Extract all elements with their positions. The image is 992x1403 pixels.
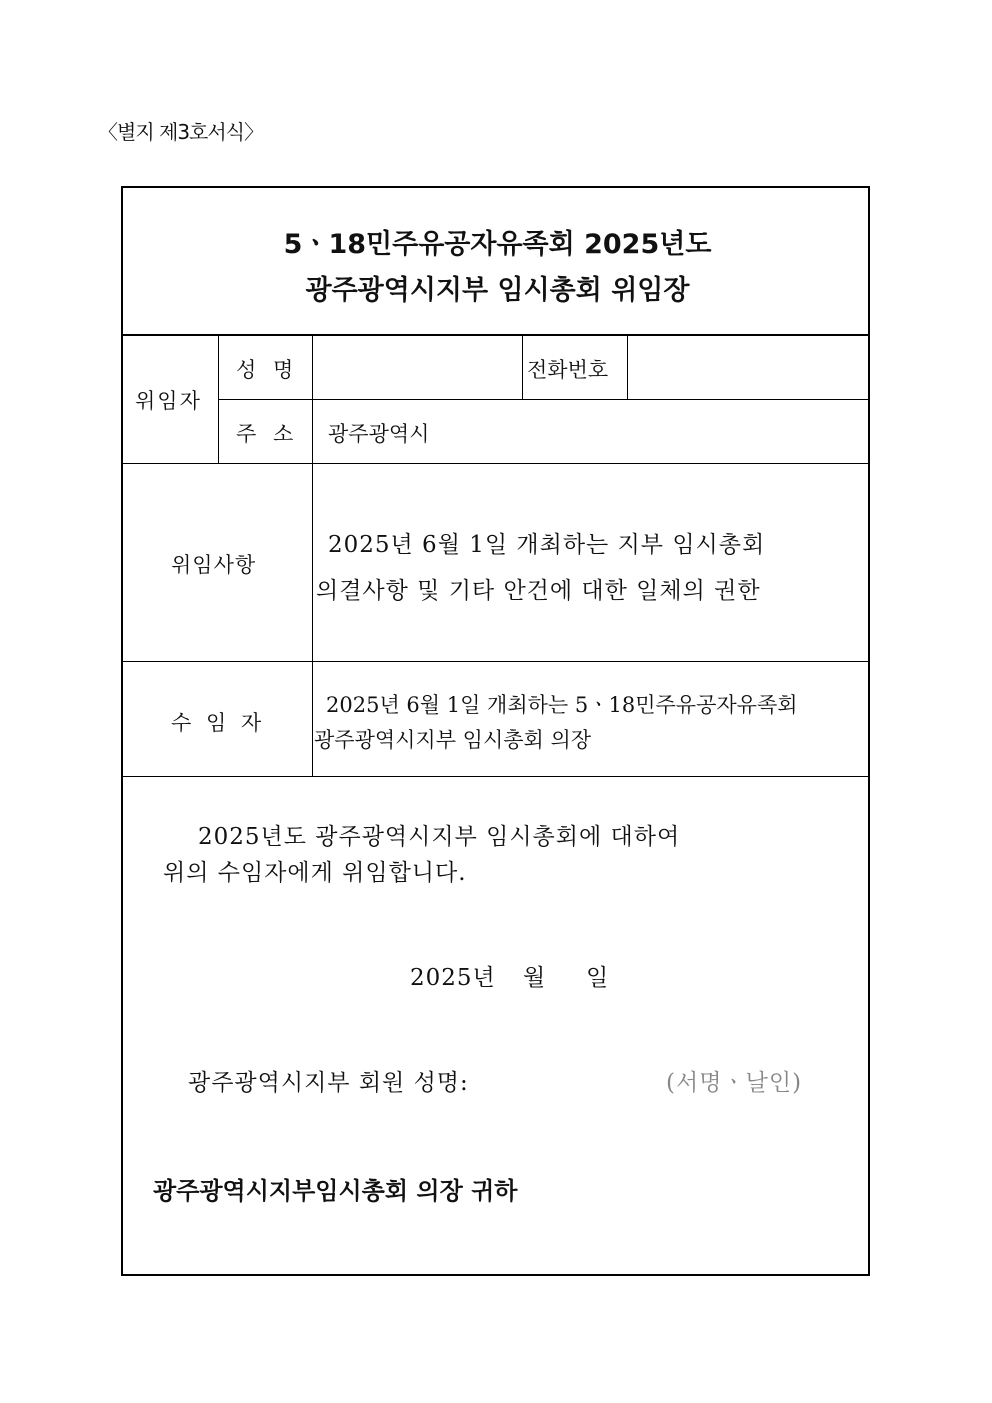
statement-line1: 2025년도 광주광역시지부 임시총회에 대하여 (198, 824, 681, 850)
divider (218, 399, 870, 400)
divider (312, 334, 313, 776)
delegatee-text-line2: 광주광역시지부 임시총회 의장 (314, 728, 592, 752)
date-year: 2025년 (410, 965, 496, 991)
delegation-text-line2: 의결사항 및 기타 안건에 대한 일체의 권한 (316, 578, 761, 604)
seal-hint[interactable]: (서명ㆍ날인) (666, 1070, 803, 1096)
name-label: 성 명 (236, 358, 294, 382)
divider (123, 463, 870, 464)
delegator-label: 위임자 (135, 389, 202, 413)
delegatee-text-line1: 2025년 6월 1일 개최하는 5ㆍ18민주유공자유족회 (326, 693, 798, 717)
divider (218, 334, 219, 463)
date-month[interactable]: 월 (523, 965, 547, 991)
signature-label: 광주광역시지부 회원 성명: (188, 1070, 469, 1096)
addressee: 광주광역시지부임시총회 의장 귀하 (153, 1177, 518, 1205)
address-field[interactable]: 광주광역시 (328, 422, 430, 446)
divider (123, 334, 870, 336)
phone-field[interactable] (635, 354, 860, 384)
divider (522, 334, 523, 399)
name-field[interactable] (323, 354, 513, 384)
delegation-form (121, 186, 870, 1276)
form-number-label: 〈별지 제3호서식〉 (98, 120, 264, 144)
divider (123, 776, 870, 777)
form-title-line1: 5ㆍ18민주유공자유족회 2025년도 (283, 229, 712, 260)
form-title-line2: 광주광역시지부 임시총회 위임장 (305, 275, 690, 306)
divider (123, 661, 870, 662)
delegation-text-line1: 2025년 6월 1일 개최하는 지부 임시총회 (328, 532, 766, 558)
delegatee-label: 수 임 자 (171, 711, 262, 735)
date-day[interactable]: 일 (586, 965, 610, 991)
address-label: 주 소 (236, 422, 294, 446)
divider (627, 334, 628, 399)
statement-line2: 위의 수임자에게 위임합니다. (163, 860, 467, 886)
phone-label: 전화번호 (527, 358, 609, 382)
delegation-label: 위임사항 (171, 553, 257, 577)
